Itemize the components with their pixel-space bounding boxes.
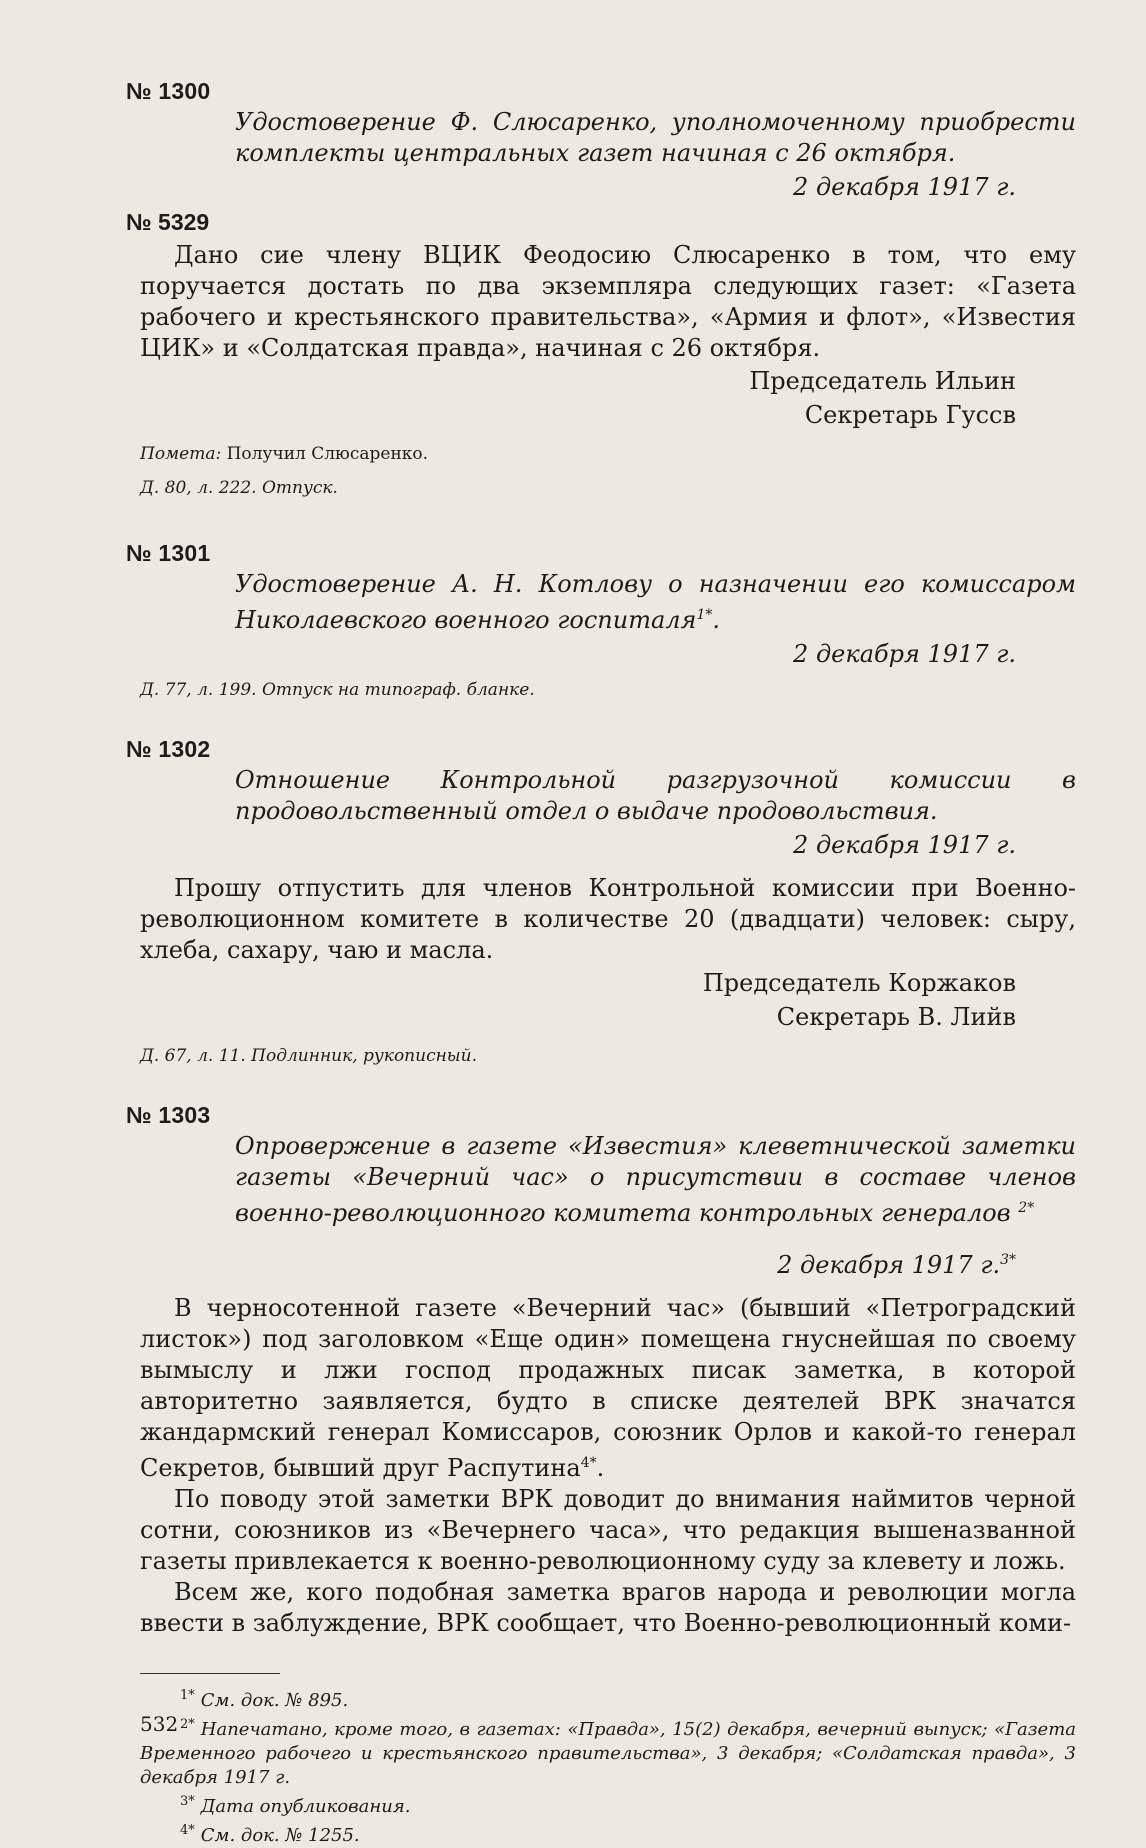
document-subnumber: № 5329 [126,209,210,235]
footnotes [140,1684,1076,1848]
archive-reference: Д. 67, л. 11. Подлинник, рукописный. [140,1046,477,1066]
footnote-divider [140,1673,280,1674]
footnote-text: См. док. № 895. [200,1690,349,1711]
document-heading: Отношение Контрольной разгрузочной комиссии в продовольственный отдел о выдаче продовольствия. [235,766,1076,825]
paragraph-2: По поводу этой заметки ВРК доводит до внимания наймитов черной сотни, союзников из «Вечернего часа», что редакция вышеназванной газеты привлекается к военно-революционному суду за клевету и ложь. [140,1485,1076,1575]
footnote-marker: 4* [180,1823,195,1838]
heading-text: Опровержение в газете «Известия» клеветнической заметки газеты «Вечерний час» о присутствии в составе членов военно-революционного комитета контрольных генералов [235,1132,1076,1227]
archive-reference: Д. 80, л. 222. Отпуск. [140,478,338,498]
note-label: Помета: [140,444,222,464]
footnote-text: Дата опубликования. [200,1796,411,1817]
footnote [180,1684,1076,1713]
footnote-mark: 1* [696,607,713,623]
document-number: № 1301 [126,540,211,566]
document-number: № 1300 [126,78,211,104]
document-heading [235,1131,1076,1229]
date-footnote-mark: 3* [1000,1252,1016,1268]
page-number: 532 [140,1712,179,1736]
paragraph-text: В черносотенной газете «Вечерний час» (бывший «Петроградский листок») под заголовком «Еще один» помещена гнуснейшая по своему вымыслу и лжи господ продажных писак заметка, в которой авторитетно заявляется, будто в списке деятелей ВРК значатся жандармский генерал Комиссаров, союзник Орлов и какой-то генерал Секретов, бывший друг Распутина [140,1294,1076,1482]
document-date: 2 декабря 1917 г. [793,173,1016,201]
signature-secretary: Секретарь В. Лийв [776,1003,1016,1031]
footnote [140,1713,1076,1790]
document-number: № 1302 [126,736,211,762]
archive-reference: Д. 77, л. 199. Отпуск на типограф. бланке. [140,680,535,700]
signature-chairman: Председатель Ильин [749,367,1016,395]
document-number: № 1303 [126,1102,211,1128]
document-note [140,442,1076,466]
footnote-marker: 3* [180,1794,195,1809]
footnote [180,1790,1076,1819]
document-body: Дано сие члену ВЦИК Феодосию Слюсаренко в том, что ему поручается достать по два экземпляра следующих газет: «Газета рабочего и крестьянского правительства», «Армия и флот», «Известия ЦИК» и «Солдатская правда», начиная с 26 октября. [140,241,1076,362]
footnote-mark: 4* [580,1455,597,1471]
document-date: 2 декабря 1917 г. [793,640,1016,668]
document-1303 [126,1102,1076,1639]
document-1302 [126,736,1076,1068]
signature-chairman: Председатель Коржаков [702,969,1016,997]
footnote-text: Напечатано, кроме того, в газетах: «Правда», 15(2) декабря, вечерний выпуск; «Газета Временного рабочего и крестьянского правительства», 3 декабря; «Солдатская правда», 3 декабря 1917 г. [140,1719,1076,1788]
note-text: Получил Слюсаренко. [226,444,429,464]
signature-secretary: Секретарь Гуссв [804,401,1016,429]
document-heading: Удостоверение А. Н. Котлову о назначении его комиссаром Николаевского военного госпиталя$^{1*}$. [235,570,1076,634]
document-date: 2 декабря 1917 г. [793,831,1016,859]
footnote-marker: 2* [180,1717,195,1732]
document-body: Прошу отпустить для членов Контрольной комиссии при Военно-революционном комитете в количестве 20 (двадцати) человек: сыру, хлеба, сахару, чаю и масла. [140,874,1076,964]
document-date [140,1251,1016,1279]
footnote-mark: 2* [1018,1200,1035,1216]
footnote-text: См. док. № 1255. [200,1825,360,1846]
document-heading: Удостоверение Ф. Слюсаренко, уполномоченному приобрести комплекты центральных газет начиная с 26 октября. [235,108,1076,167]
footnote-marker: 1* [180,1688,195,1703]
paragraph-1: В черносотенной газете «Вечерний час» (бывший «Петроградский листок») под заголовком «Еще один» помещена гнуснейшая по своему вымыслу и лжи господ продажных писак заметка, в которой авторитетно заявляется, будто в списке деятелей ВРК значатся жандармский генерал Комиссаров, союзник Орлов и какой-то генерал Секретов, бывший друг Распутина$^{4*}$. [140,1294,1076,1482]
footnote [180,1819,1076,1848]
date-text: 2 декабря 1917 г. [777,1251,1001,1279]
paragraph-3: Всем же, кого подобная заметка врагов народа и революции могла ввести в заблуждение, ВРК сообщает, что Военно-революционный коми- [140,1578,1076,1637]
document-1301 [126,540,1076,702]
document-1300 [126,78,1076,500]
heading-text: Удостоверение А. Н. Котлову о назначении его комиссаром Николаевского военного госпиталя [235,570,1076,634]
